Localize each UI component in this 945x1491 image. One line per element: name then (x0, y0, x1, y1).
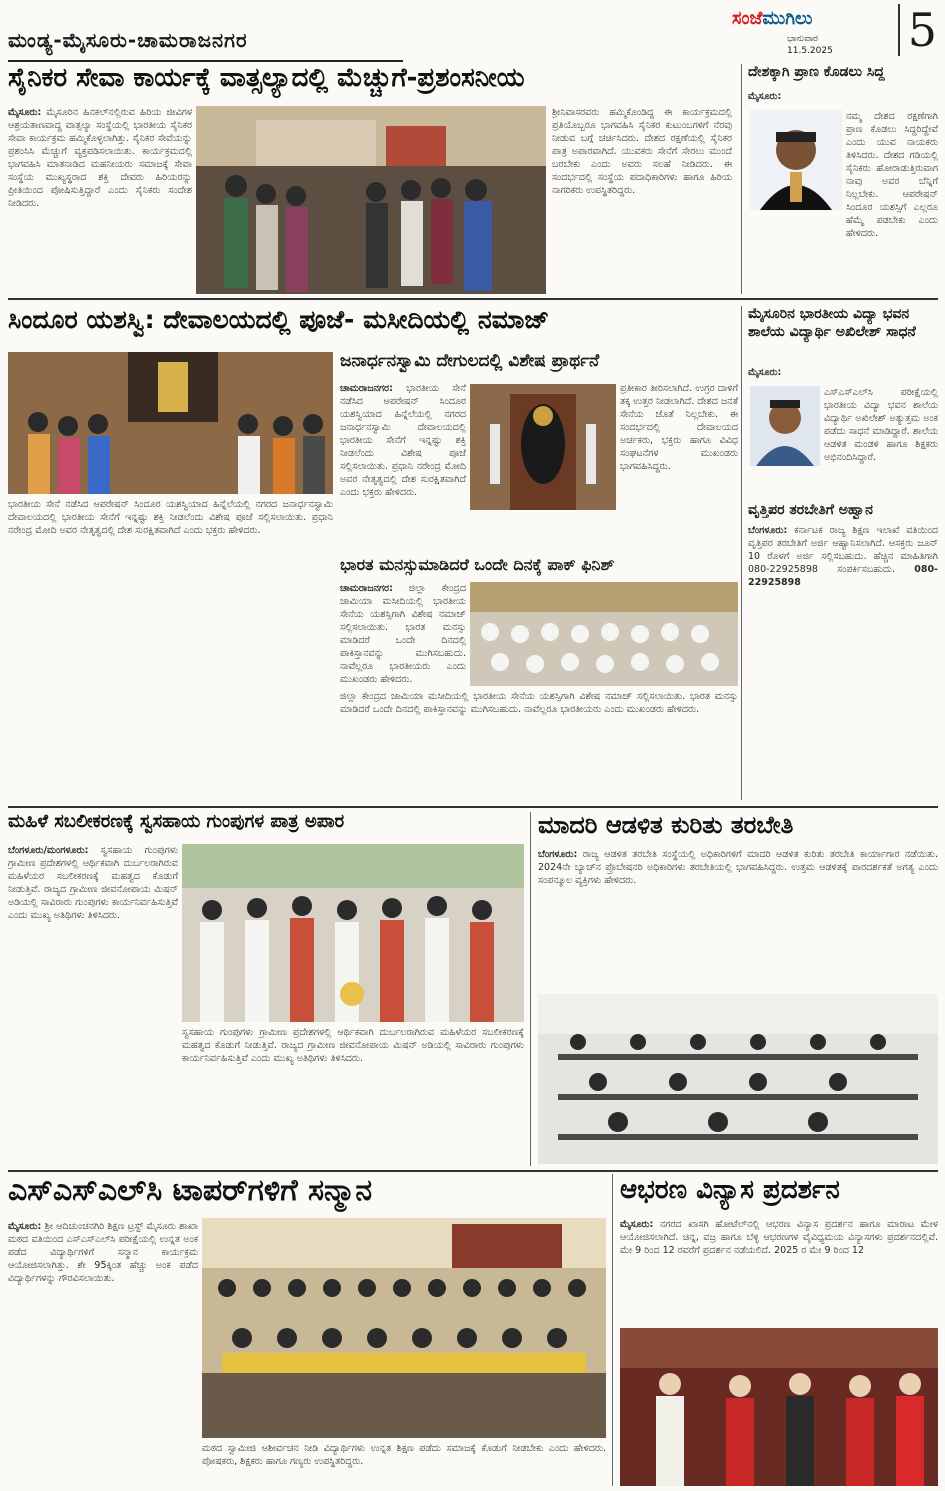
logo-part-b: ಮುಗಿಲು (762, 8, 813, 29)
side2-place: ಮೈಸೂರು: (748, 367, 782, 378)
divider (741, 306, 742, 800)
story7-dates: 2025 ರ ಮೇ 9 ರಿಂದ 12 (774, 1245, 865, 1256)
story4-photo (182, 844, 524, 1022)
training-hall-photo (538, 994, 938, 1164)
side2-dateline (748, 366, 938, 382)
side2-headline: ಮೈಸೂರಿನ ಭಾರತೀಯ ವಿದ್ಯಾ ಭವನ ಶಾಲೆಯ ವಿದ್ಯಾರ್ಥಿ ಅಖಿಲೇಶ್ ಸಾಧನೆ (748, 306, 916, 340)
story1-col1 (8, 106, 192, 292)
story2-continued: ಭಾರತೀಯ ಸೇನೆ ನಡೆಸಿದ ಆಪರೇಷನ್ ಸಿಂದೂರ ಯಶಸ್ವಿಯಾದ ಹಿನ್ನೆಲೆಯಲ್ಲಿ ನಗರದ ಜನಾರ್ಧನಸ್ವಾಮಿ ದೇವಾಲಯದಲ್ಲಿ ಭಾರತೀಯ ಸೇನೆಗೆ ಇನ್ನಷ್ಟು ಶಕ್ತಿ ನೀಡಲೆಂದು ವಿಶೇಷ ಪೂಜೆ ಸಲ್ಲಿಸಲಾಯಿತು. ಪ್ರಧಾನಿ ನರೇಂದ್ರ ಮೋದಿ ಅವರ ನೇತೃತ್ವದಲ್ಲಿ ದೇಶ ಸುರಕ್ಷಿತವಾಗಿದೆ ಎಂದು ಭಕ್ತರು ಹೇಳಿದರು. (8, 499, 333, 536)
divider (8, 298, 938, 300)
divider (8, 806, 938, 808)
story7-photo (620, 1328, 938, 1486)
story6-dateline: ಮೈಸೂರು: (8, 1221, 42, 1232)
student-portrait (750, 386, 820, 466)
stage-event-photo (182, 844, 524, 1022)
story1-text1: ಮೈಸೂರಿನ ಹಿನಕಲ್‌ನಲ್ಲಿರುವ ಹಿರಿಯ ಜೀವಿಗಳ ಆಶ್ರಯತಾಣವಾದ್ದ ವಾತ್ಸಲ್ಯಾ ಸಂಸ್ಥೆಯಲ್ಲಿ ಭಾರತೀಯ ಸೈನಿಕರ ಸೇವಾ ಕಾರ್ಯಕ್ರಮ ಹಮ್ಮಿಕೊಳ್ಳಲಾಗಿತ್ತು. ಸೈನಿಕರ ಸೇವೆಯನ್ನು ಪ್ರಶಂಸಿಸಿ ಮೆಚ್ಚುಗೆ ವ್ಯಕ್ತಪಡಿಸಲಾಯಿತು. ಕಾರ್ಯಕ್ರಮದಲ್ಲಿ ಭಾಗವಹಿಸಿ ಮಾತನಾಡಿದ ಮಹನೀಯರು ಸಮಾಜಕ್ಕೆ ಸೇವಾ ಸಂಸ್ಥೆಯ ಮುಖ್ಯಸ್ಥರಾದ ಶಕ್ತಿ ದೇವರು ಹಿರಿಯರನ್ನು ಪ್ರೀತಿಯಿಂದ ಪೋಷಿಸುತ್ತಿದ್ದಾರೆ ಎಂದು ಸೈನಿಕರು ಸಂದೇಶ ನೀಡಿದರು. (8, 107, 192, 209)
group-photo-illustration (196, 106, 546, 294)
divider (612, 1174, 613, 1486)
logo-part-a: ಸಂಜೆ (732, 8, 763, 29)
side1-headline: ದೇಶಕ್ಕಾಗಿ ಪ್ರಾಣ ಕೊಡಲು ಸಿದ್ದ (748, 64, 885, 80)
toppers-group-photo (202, 1218, 606, 1438)
story1-headline: ಸೈನಿಕರ ಸೇವಾ ಕಾರ್ಯಕ್ಕೆ ವಾತ್ಸಲ್ಯಾದಲ್ಲಿ ಮೆಚ್ಚುಗೆ-ಪ್ರಶಂಸನೀಯ (8, 64, 525, 93)
story5-text (538, 848, 938, 988)
masthead-logo (732, 8, 812, 29)
story2-text1: ಭಾರತೀಯ ಸೇನೆ ನಡೆಸಿದ ಆಪರೇಷನ್ ಸಿಂದೂರ ಯಶಸ್ವಿಯಾದ ಹಿನ್ನೆಲೆಯಲ್ಲಿ ನಗರದ ಜನಾರ್ಧನಸ್ವಾಮಿ ದೇವಾಲಯದಲ್ಲಿ ಭಾರತೀಯ ಸೇನೆಗೆ ಇನ್ನಷ್ಟು ಶಕ್ತಿ ನೀಡಲೆಂದು ವಿಶೇಷ ಪೂಜೆ ಸಲ್ಲಿಸಲಾಯಿತು. ಪ್ರಧಾನಿ ನರೇಂದ್ರ ಮೋದಿ ಅವರ ನೇತೃತ್ವದಲ್ಲಿ ದೇಶ ಸುರಕ್ಷಿತವಾಗಿದೆ ಎಂದು ಭಕ್ತರು ಹೇಳಿದರು. (340, 383, 466, 498)
masthead-day: ಭಾನುವಾರ (787, 34, 818, 44)
story5-body: ರಾಜ್ಯ ಆಡಳಿತ ತರಬೇತಿ ಸಂಸ್ಥೆಯಲ್ಲಿ ಅಧಿಕಾರಿಗಳಿಗೆ ಮಾದರಿ ಆಡಳಿತ ಕುರಿತು ತರಬೇತಿ ಕಾರ್ಯಾಗಾರ ನಡೆಯಿತು. 2024ನೇ ಬ್ಯಾಚ್‌ನ ಪ್ರೊಬೇಷನರಿ ಅಧಿಕಾರಿಗಳು ತರಬೇತಿಯಲ್ಲಿ ಭಾಗವಹಿಸಿದ್ದರು. ಉತ್ತಮ ಆಡಳಿತಕ್ಕೆ ಪಾರದರ್ಶಕತೆ ಅಗತ್ಯ ಎಂದು ಸಂಪನ್ಮೂಲ ವ್ಯಕ್ತಿಗಳು ಹೇಳಿದರು. (538, 849, 938, 886)
story5-photo (538, 994, 938, 1164)
story4-text: ಸ್ವಸಹಾಯ ಗುಂಪುಗಳು ಗ್ರಾಮೀಣ ಪ್ರದೇಶಗಳಲ್ಲಿ ಆರ್ಥಿಕವಾಗಿ ದುರ್ಬಲರಾಗಿರುವ ಮಹಿಳೆಯರ ಸಬಲೀಕರಣಕ್ಕೆ ಮಹತ್ವದ ಕೊಡುಗೆ ನೀಡುತ್ತಿವೆ. ರಾಜ್ಯದ ಗ್ರಾಮೀಣ ಜೀವನೋಪಾಯ ಮಿಷನ್ ಅಡಿಯಲ್ಲಿ ಸಾವಿರಾರು ಗುಂಪುಗಳು ಕಾರ್ಯನಿರ್ವಹಿಸುತ್ತಿವೆ ಎಂದು ಮುಖ್ಯ ಅತಿಥಿಗಳು ತಿಳಿಸಿದರು. (8, 845, 178, 921)
story7-dateline: ಮೈಸೂರು: (620, 1219, 654, 1230)
side2-text: ಎಸ್‌ಎಸ್‌ಎಲ್‌ಸಿ ಪರೀಕ್ಷೆಯಲ್ಲಿ ಭಾರತೀಯ ವಿದ್ಯಾ ಭವನ ಶಾಲೆಯ ವಿದ್ಯಾರ್ಥಿ ಅಖಿಲೇಶ್ ಅತ್ಯುತ್ತಮ ಅಂಕ ಪಡೆದು ಸಾಧನೆ ಮಾಡಿದ್ದಾರೆ. ಶಾಲೆಯ ಆಡಳಿತ ಮಂಡಳಿ ಹಾಗೂ ಶಿಕ್ಷಕರು ಅಭಿನಂದಿಸಿದ್ದಾರೆ. (824, 387, 938, 463)
deity-photo (470, 384, 616, 510)
divider (530, 812, 531, 1166)
story6-col1 (8, 1220, 198, 1486)
story2-col1 (340, 382, 466, 566)
story3-headline: ಭಾರತ ಮನಸ್ಸುಮಾಡಿದರೆ ಒಂದೇ ದಿನಕ್ಕೆ ಪಾಕ್ ಫಿನಿಶ್ (340, 555, 615, 574)
side3-dateline: ಬೆಂಗಳೂರು: (748, 525, 788, 536)
story6-headline: ಎಸ್‌ಎಸ್‌ಎಲ್‌ಸಿ ಟಾಪರ್‌ಗಳಿಗೆ ಸನ್ಮಾನ (8, 1174, 373, 1208)
story2-col2: ಪ್ರತೀಕಾರ ತೀರಿಸಲಾಗಿದೆ. ಉಗ್ರರ ದಾಳಿಗೆ ತಕ್ಕ ಉತ್ತರ ನೀಡಲಾಗಿದೆ. ದೇಶದ ಜನತೆ ಸೇನೆಯ ಜೊತೆ ನಿಲ್ಲಬೇಕು. ಈ ಸಂದರ್ಭದಲ್ಲಿ ದೇವಾಲಯದ ಅರ್ಚಕರು, ಭಕ್ತರು ಹಾಗೂ ವಿವಿಧ ಸಂಘಟನೆಗಳ ಮುಖಂಡರು ಭಾಗವಹಿಸಿದ್ದರು. (620, 383, 738, 472)
masthead (732, 4, 937, 60)
masthead-date: 11.5.2025 (787, 46, 833, 56)
story4-col1 (8, 844, 178, 1164)
story3-dateline: ಚಾಮರಾಜನಗರ: (340, 583, 393, 594)
story1-dateline: ಮೈಸೂರು: (8, 107, 42, 118)
story7-body: ನಗರದ ಖಾಸಗಿ ಹೋಟೆಲ್‌ನಲ್ಲಿ ಆಭರಣ ವಿನ್ಯಾಸ ಪ್ರದರ್ಶನ ಹಾಗೂ ಮಾರಾಟ ಮೇಳ ಆಯೋಜಿಸಲಾಗಿದೆ. ಚಿನ್ನ, ವಜ್ರ ಹಾಗೂ ಬೆಳ್ಳಿ ಆಭರಣಗಳ ವೈವಿಧ್ಯಮಯ ವಿನ್ಯಾಸಗಳು ಪ್ರದರ್ಶನದಲ್ಲಿವೆ. ಮೇ 9 ರಿಂದ 12 ರವರೆಗೆ ಪ್ರದರ್ಶನ ನಡೆಯಲಿದೆ. (620, 1219, 938, 1256)
story4-dateline: ಬೆಂಗಳೂರು/ಮಂಗಳೂರು: (8, 845, 89, 856)
side3-phone: 080-22925898 (748, 564, 938, 588)
story3-photo (470, 582, 738, 686)
side2-portrait (750, 386, 820, 466)
jewellery-exhibition-photo (620, 1328, 938, 1486)
story7-headline: ಆಭರಣ ವಿನ್ಯಾಸ ಪ್ರದರ್ಶನ (620, 1176, 840, 1205)
story3-text: ಜಿಲ್ಲಾ ಕೇಂದ್ರದ ಜಾಮಿಯಾ ಮಸೀದಿಯಲ್ಲಿ ಭಾರತೀಯ ಸೇನೆಯ ಯಶಸ್ಸಿಗಾಗಿ ವಿಶೇಷ ನಮಾಜ್ ಸಲ್ಲಿಸಲಾಯಿತು. ಭಾರತ ಮನಸ್ಸು ಮಾಡಿದರೆ ಒಂದೇ ದಿನದಲ್ಲಿ ಪಾಕಿಸ್ತಾನವನ್ನು ಮುಗಿಸಬಹುದು. ನಾವೆಲ್ಲರೂ ಭಾರತೀಯರು ಎಂದು ಮುಖಂಡರು ಹೇಳಿದರು. (340, 583, 466, 685)
section-title: ಮಂಡ್ಯ-ಮೈಸೂರು-ಚಾಮರಾಜನಗರ (8, 28, 403, 62)
story6-text1: ಶ್ರೀ ಆದಿಚುಂಚನಗಿರಿ ಶಿಕ್ಷಣ ಟ್ರಸ್ಟ್ ಮೈಸೂರು ಶಾಖಾ ಮಠದ ವತಿಯಿಂದ ಎಸ್‌ಎಸ್‌ಎಲ್‌ಸಿ ಪರೀಕ್ಷೆಯಲ್ಲಿ ಉನ್ನತ ಅಂಕ ಪಡೆದ ವಿದ್ಯಾರ್ಥಿಗಳಿಗೆ ಸನ್ಮಾನ ಕಾರ್ಯಕ್ರಮ ಆಯೋಜಿಸಲಾಗಿತ್ತು. ಶೇ 95ಕ್ಕಿಂತ ಹೆಚ್ಚು ಅಂಕ ಪಡೆದ ವಿದ್ಯಾರ್ಥಿಗಳನ್ನು ಗೌರವಿಸಲಾಯಿತು. (8, 1221, 198, 1284)
story6-col2: ಮಠದ ಸ್ವಾಮೀಜಿ ಆಶೀರ್ವಚನ ನೀಡಿ ವಿದ್ಯಾರ್ಥಿಗಳು ಉನ್ನತ ಶಿಕ್ಷಣ ಪಡೆದು ಸಮಾಜಕ್ಕೆ ಕೊಡುಗೆ ನೀಡಬೇಕು ಎಂದು ಹೇಳಿದರು. ಪೋಷಕರು, ಶಿಕ್ಷಕರು ಹಾಗೂ ಗಣ್ಯರು ಉಪಸ್ಥಿತರಿದ್ದರು. (202, 1443, 606, 1467)
story2-headline: ಸಿಂದೂರ ಯಶಸ್ವಿ: ದೇವಾಲಯದಲ್ಲಿ ಪೂಜೆ- ಮಸೀದಿಯಲ್ಲಿ ನಮಾಜ್ (8, 306, 550, 334)
person-portrait (750, 110, 842, 210)
side3-text (748, 524, 938, 794)
story7-text (620, 1218, 938, 1324)
story3-col1 (340, 582, 466, 686)
side3-body: ಕರ್ನಾಟಕ ರಾಜ್ಯ ಶಿಕ್ಷಣ ಇಲಾಖೆ ವತಿಯಿಂದ ವೃತ್ತಿಪರ ತರಬೇತಿಗೆ ಅರ್ಜಿ ಆಹ್ವಾನಿಸಲಾಗಿದೆ. ಆಸಕ್ತರು ಜೂನ್ 10 ರೊಳಗೆ ಅರ್ಜಿ ಸಲ್ಲಿಸಬಹುದು. ಹೆಚ್ಚಿನ ಮಾಹಿತಿಗಾಗಿ 080-22925898 ಸಂಪರ್ಕಿಸಬಹುದು. (748, 525, 938, 575)
side3-headline: ವೃತ್ತಿಪರ ತರಬೇತಿಗೆ ಅಹ್ವಾನ (748, 502, 873, 518)
story5-dateline: ಬೆಂಗಳೂರು: (538, 849, 578, 860)
story3-continued: ಜಿಲ್ಲಾ ಕೇಂದ್ರದ ಜಾಮಿಯಾ ಮಸೀದಿಯಲ್ಲಿ ಭಾರತೀಯ ಸೇನೆಯ ಯಶಸ್ಸಿಗಾಗಿ ವಿಶೇಷ ನಮಾಜ್ ಸಲ್ಲಿಸಲಾಯಿತು. ಭಾರತ ಮನಸ್ಸು ಮಾಡಿದರೆ ಒಂದೇ ದಿನದಲ್ಲಿ ಪಾಕಿಸ್ತಾನವನ್ನು ಮುಗಿಸಬಹುದು. ನಾವೆಲ್ಲರೂ ಭಾರತೀಯರು ಎಂದು ಮುಖಂಡರು ಹೇಳಿದರು. (340, 691, 738, 715)
side1-dateline (748, 90, 938, 108)
story6-photo (202, 1218, 606, 1438)
side1-text: ನಮ್ಮ ದೇಶದ ರಕ್ಷಣೆಗಾಗಿ ಪ್ರಾಣ ಕೊಡಲು ಸಿದ್ದರಿದ್ದೇವೆ ಎಂದು ಯುವ ನಾಯಕರು ತಿಳಿಸಿದರು. ದೇಶದ ಗಡಿಯಲ್ಲಿ ಸೈನಿಕರು ಹೋರಾಡುತ್ತಿರುವಾಗ ನಾವು ಅವರ ಬೆನ್ನಿಗೆ ನಿಲ್ಲಬೇಕು. ಆಪರೇಷನ್ ಸಿಂದೂರ ಯಶಸ್ಸಿಗೆ ಎಲ್ಲರೂ ಹೆಮ್ಮೆ ಪಡಬೇಕು ಎಂದು ಹೇಳಿದರು. (846, 111, 938, 239)
story2-deity-photo (470, 384, 616, 510)
story2-photo (8, 352, 333, 494)
story4-col2: ಸ್ವಸಹಾಯ ಗುಂಪುಗಳು ಗ್ರಾಮೀಣ ಪ್ರದೇಶಗಳಲ್ಲಿ ಆರ್ಥಿಕವಾಗಿ ದುರ್ಬಲರಾಗಿರುವ ಮಹಿಳೆಯರ ಸಬಲೀಕರಣಕ್ಕೆ ಮಹತ್ವದ ಕೊಡುಗೆ ನೀಡುತ್ತಿವೆ. ರಾಜ್ಯದ ಗ್ರಾಮೀಣ ಜೀವನೋಪಾಯ ಮಿಷನ್ ಅಡಿಯಲ್ಲಿ ಸಾವಿರಾರು ಗುಂಪುಗಳು ಕಾರ್ಯನಿರ್ವಹಿಸುತ್ತಿವೆ ಎಂದು ಮುಖ್ಯ ಅತಿಥಿಗಳು ತಿಳಿಸಿದರು. (182, 1027, 524, 1064)
story2-kicker: ಜನಾರ್ಧನಸ್ವಾಮಿ ದೇಗುಲದಲ್ಲಿ ವಿಶೇಷ ಪ್ರಾರ್ಥನೆ (340, 351, 600, 371)
side1-place: ಮೈಸೂರು: (748, 91, 782, 102)
story5-headline: ಮಾದರಿ ಆಡಳಿತ ಕುರಿತು ತರಬೇತಿ (538, 812, 794, 839)
page-number: 5 (898, 4, 937, 56)
story2-dateline: ಚಾಮರಾಜನಗರ: (340, 383, 393, 394)
side1-portrait (750, 110, 842, 210)
temple-group-photo (8, 352, 333, 494)
story4-headline: ಮಹಿಳೆ ಸಬಲೀಕರಣಕ್ಕೆ ಸ್ವಸಹಾಯ ಗುಂಪುಗಳ ಪಾತ್ರ ಅಪಾರ (8, 812, 345, 832)
divider (741, 64, 742, 294)
story1-photo (196, 106, 546, 294)
story1-col2: ಶ್ರೀನಿವಾಸರವರು ಹಮ್ಮಿಕೊಂಡಿದ್ದ ಈ ಕಾರ್ಯಕ್ರಮದಲ್ಲಿ ಪ್ರತಿಯೊಬ್ಬರೂ ಭಾಗವಹಿಸಿ ಸೈನಿಕರ ಕುಟುಂಬಗಳಿಗೆ ನೆರವು ನೀಡುವ ಬಗ್ಗೆ ಚರ್ಚಿಸಿದರು. ದೇಶದ ರಕ್ಷಣೆಯಲ್ಲಿ ಸೈನಿಕರ ಪಾತ್ರ ಅಪಾರವಾಗಿದೆ. ಯುವಕರು ಸೇನೆಗೆ ಸೇರಲು ಮುಂದೆ ಬರಬೇಕು ಎಂದು ಅವರು ಸಲಹೆ ನೀಡಿದರು. ಈ ಸಂದರ್ಭದಲ್ಲಿ ಸಂಸ್ಥೆಯ ಪದಾಧಿಕಾರಿಗಳು ಹಾಗೂ ಹಿರಿಯ ನಾಗರಿಕರು ಉಪಸ್ಥಿತರಿದ್ದರು. (552, 107, 732, 196)
mosque-prayer-photo (470, 582, 738, 686)
divider (8, 1170, 938, 1172)
